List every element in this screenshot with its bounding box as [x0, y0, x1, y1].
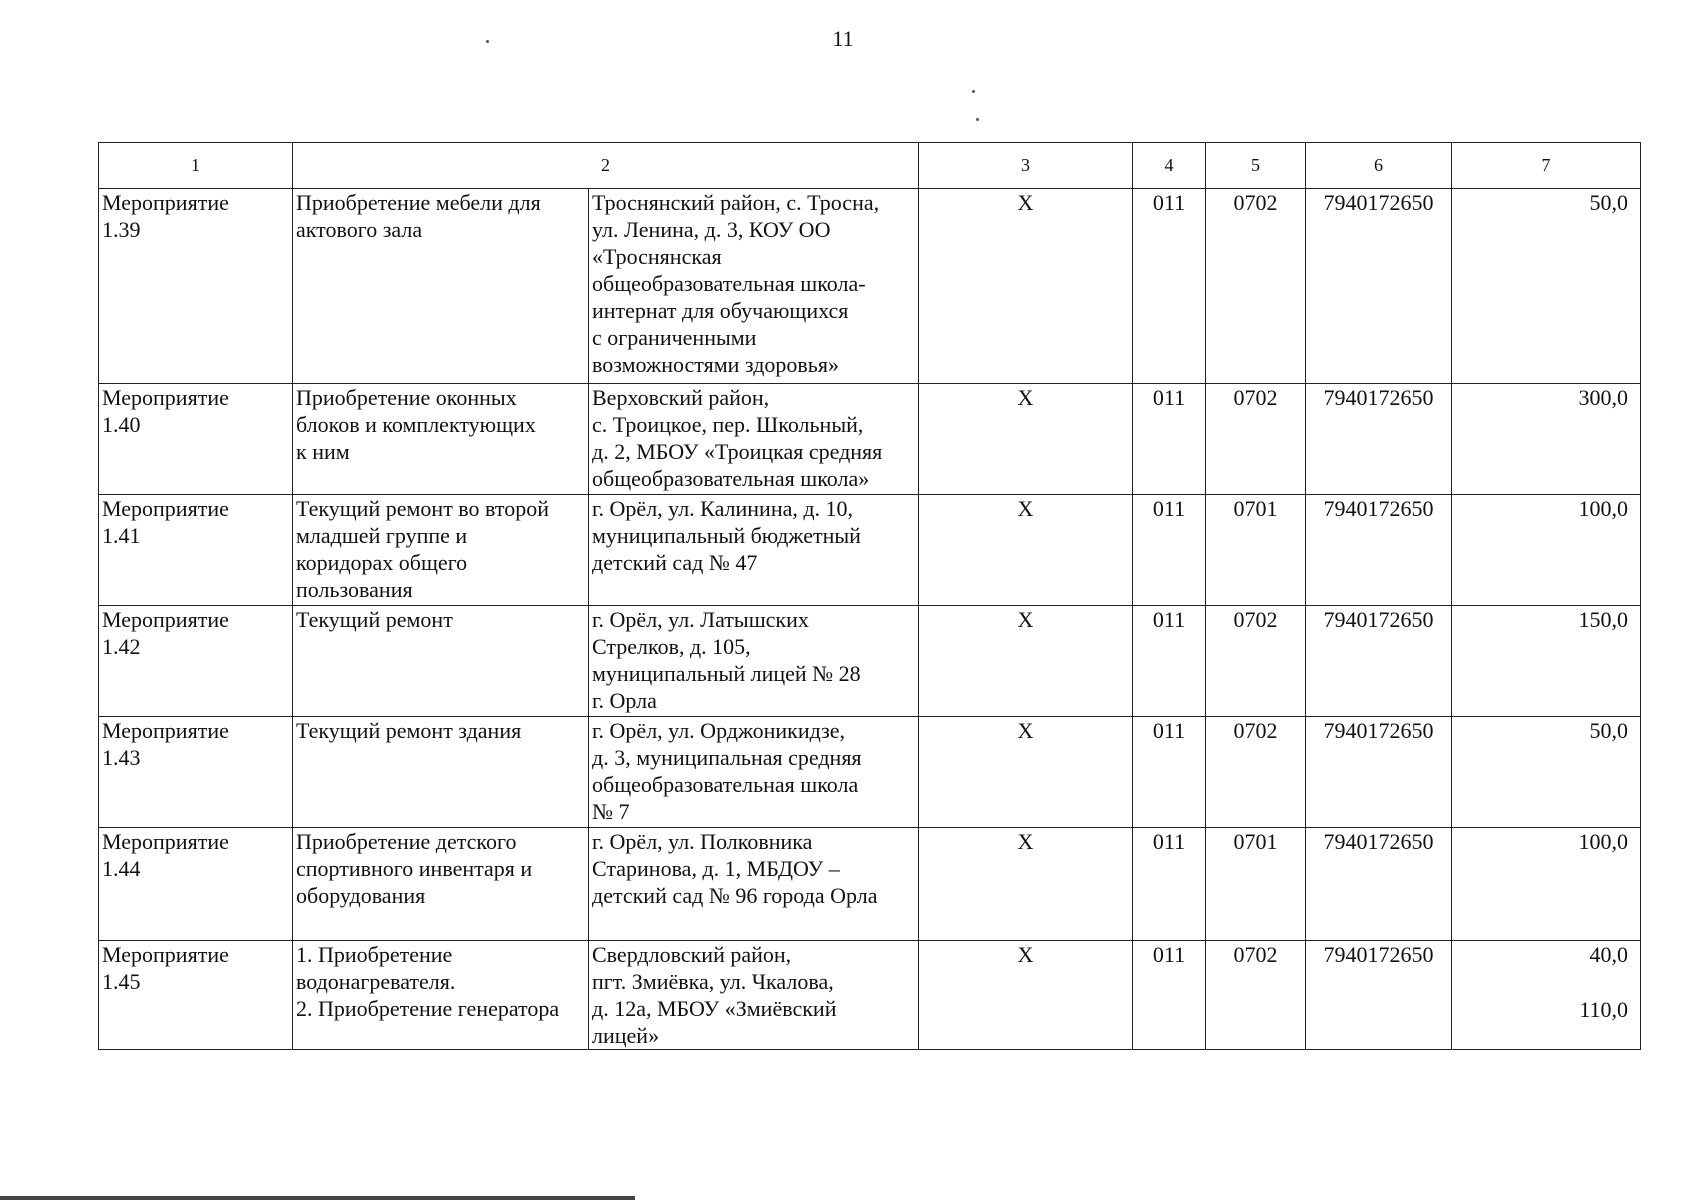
code4-cell: 011 — [1133, 384, 1206, 495]
description-cell: Приобретение детского спортивного инвентаря и оборудования — [293, 828, 589, 941]
amount-cell — [1452, 941, 1641, 1050]
mark-cell: X — [919, 384, 1133, 495]
amount-cell — [1452, 828, 1641, 941]
header-col-6: 6 — [1306, 143, 1452, 189]
location-cell: Свердловский район, пгт. Змиёвка, ул. Чкалова, д. 12а, МБОУ «Змиёвский лицей» — [589, 941, 919, 1050]
header-col-7: 7 — [1452, 143, 1641, 189]
header-col-3: 3 — [919, 143, 1133, 189]
location-cell: г. Орёл, ул. Латышских Стрелков, д. 105, муниципальный лицей № 28 г. Орла — [589, 606, 919, 717]
table-row — [99, 189, 1641, 384]
amount-value: 100,0 — [1578, 829, 1628, 854]
scan-speck — [976, 118, 979, 121]
code4-cell: 011 — [1133, 495, 1206, 606]
amount-cell — [1452, 189, 1641, 384]
amount-cell — [1452, 495, 1641, 606]
header-col-4: 4 — [1133, 143, 1206, 189]
page-number: 11 — [832, 26, 854, 51]
scan-speck — [972, 90, 975, 93]
table-row — [99, 828, 1641, 941]
appropriations-table — [98, 142, 1641, 1050]
mark-cell: X — [919, 941, 1133, 1050]
location-cell: Троснянский район, с. Тросна, ул. Ленина, д. 3, КОУ ОО «Троснянская общеобразовательная школа- интернат для обучающихся с ограниченными возможностями здоровья» — [589, 189, 919, 384]
table-row — [99, 495, 1641, 606]
event-cell: Мероприятие 1.44 — [99, 828, 293, 941]
event-cell: Мероприятие 1.43 — [99, 717, 293, 828]
code4-cell: 011 — [1133, 717, 1206, 828]
event-cell: Мероприятие 1.39 — [99, 189, 293, 384]
location-cell: г. Орёл, ул. Орджоникидзе, д. 3, муниципальная средняя общеобразовательная школа № 7 — [589, 717, 919, 828]
amount-value: 110,0 — [1579, 997, 1628, 1022]
event-cell: Мероприятие 1.41 — [99, 495, 293, 606]
code4-cell: 011 — [1133, 189, 1206, 384]
code4-cell: 011 — [1133, 941, 1206, 1050]
table-row — [99, 941, 1641, 1050]
description-cell: Приобретение оконных блоков и комплектующих к ним — [293, 384, 589, 495]
code4-cell: 011 — [1133, 828, 1206, 941]
description-cell: Текущий ремонт здания — [293, 717, 589, 828]
event-cell: Мероприятие 1.42 — [99, 606, 293, 717]
code5-cell: 0702 — [1206, 189, 1306, 384]
description-cell: Текущий ремонт во второй младшей группе и коридорах общего пользования — [293, 495, 589, 606]
table-row — [99, 384, 1641, 495]
mark-cell: X — [919, 189, 1133, 384]
mark-cell: X — [919, 828, 1133, 941]
header-col-2: 2 — [293, 143, 919, 189]
amount-cell — [1452, 606, 1641, 717]
description-cell: 1. Приобретение водонагревателя. 2. Приобретение генератора — [293, 941, 589, 1050]
amount-value: 40,0 — [1589, 942, 1628, 967]
event-cell: Мероприятие 1.40 — [99, 384, 293, 495]
header-col-1: 1 — [99, 143, 293, 189]
code6-cell: 7940172650 — [1306, 384, 1452, 495]
code5-cell: 0701 — [1206, 495, 1306, 606]
table-row — [99, 717, 1641, 828]
header-row — [99, 143, 1641, 189]
amount-value: 150,0 — [1578, 607, 1628, 632]
code6-cell: 7940172650 — [1306, 189, 1452, 384]
code6-cell: 7940172650 — [1306, 495, 1452, 606]
amount-cell — [1452, 717, 1641, 828]
location-cell: г. Орёл, ул. Калинина, д. 10, муниципальный бюджетный детский сад № 47 — [589, 495, 919, 606]
amount-value: 300,0 — [1578, 385, 1628, 410]
code6-cell: 7940172650 — [1306, 606, 1452, 717]
code5-cell: 0702 — [1206, 606, 1306, 717]
scan-speck — [486, 40, 489, 43]
location-cell: Верховский район, с. Троицкое, пер. Школьный, д. 2, МБОУ «Троицкая средняя общеобразовательная школа» — [589, 384, 919, 495]
mark-cell: X — [919, 495, 1133, 606]
code6-cell: 7940172650 — [1306, 941, 1452, 1050]
code4-cell: 011 — [1133, 606, 1206, 717]
amount-value: 50,0 — [1589, 190, 1628, 215]
event-cell: Мероприятие 1.45 — [99, 941, 293, 1050]
description-cell: Приобретение мебели для актового зала — [293, 189, 589, 384]
footer-rule — [0, 1196, 635, 1200]
amount-cell — [1452, 384, 1641, 495]
code5-cell: 0702 — [1206, 384, 1306, 495]
mark-cell: X — [919, 606, 1133, 717]
amount-value: 50,0 — [1589, 718, 1628, 743]
code5-cell: 0702 — [1206, 941, 1306, 1050]
header-col-5: 5 — [1206, 143, 1306, 189]
location-cell: г. Орёл, ул. Полковника Старинова, д. 1, МБДОУ – детский сад № 96 города Орла — [589, 828, 919, 941]
code6-cell: 7940172650 — [1306, 828, 1452, 941]
description-cell: Текущий ремонт — [293, 606, 589, 717]
table-row — [99, 606, 1641, 717]
code5-cell: 0702 — [1206, 717, 1306, 828]
code5-cell: 0701 — [1206, 828, 1306, 941]
mark-cell: X — [919, 717, 1133, 828]
amount-value: 100,0 — [1578, 496, 1628, 521]
code6-cell: 7940172650 — [1306, 717, 1452, 828]
